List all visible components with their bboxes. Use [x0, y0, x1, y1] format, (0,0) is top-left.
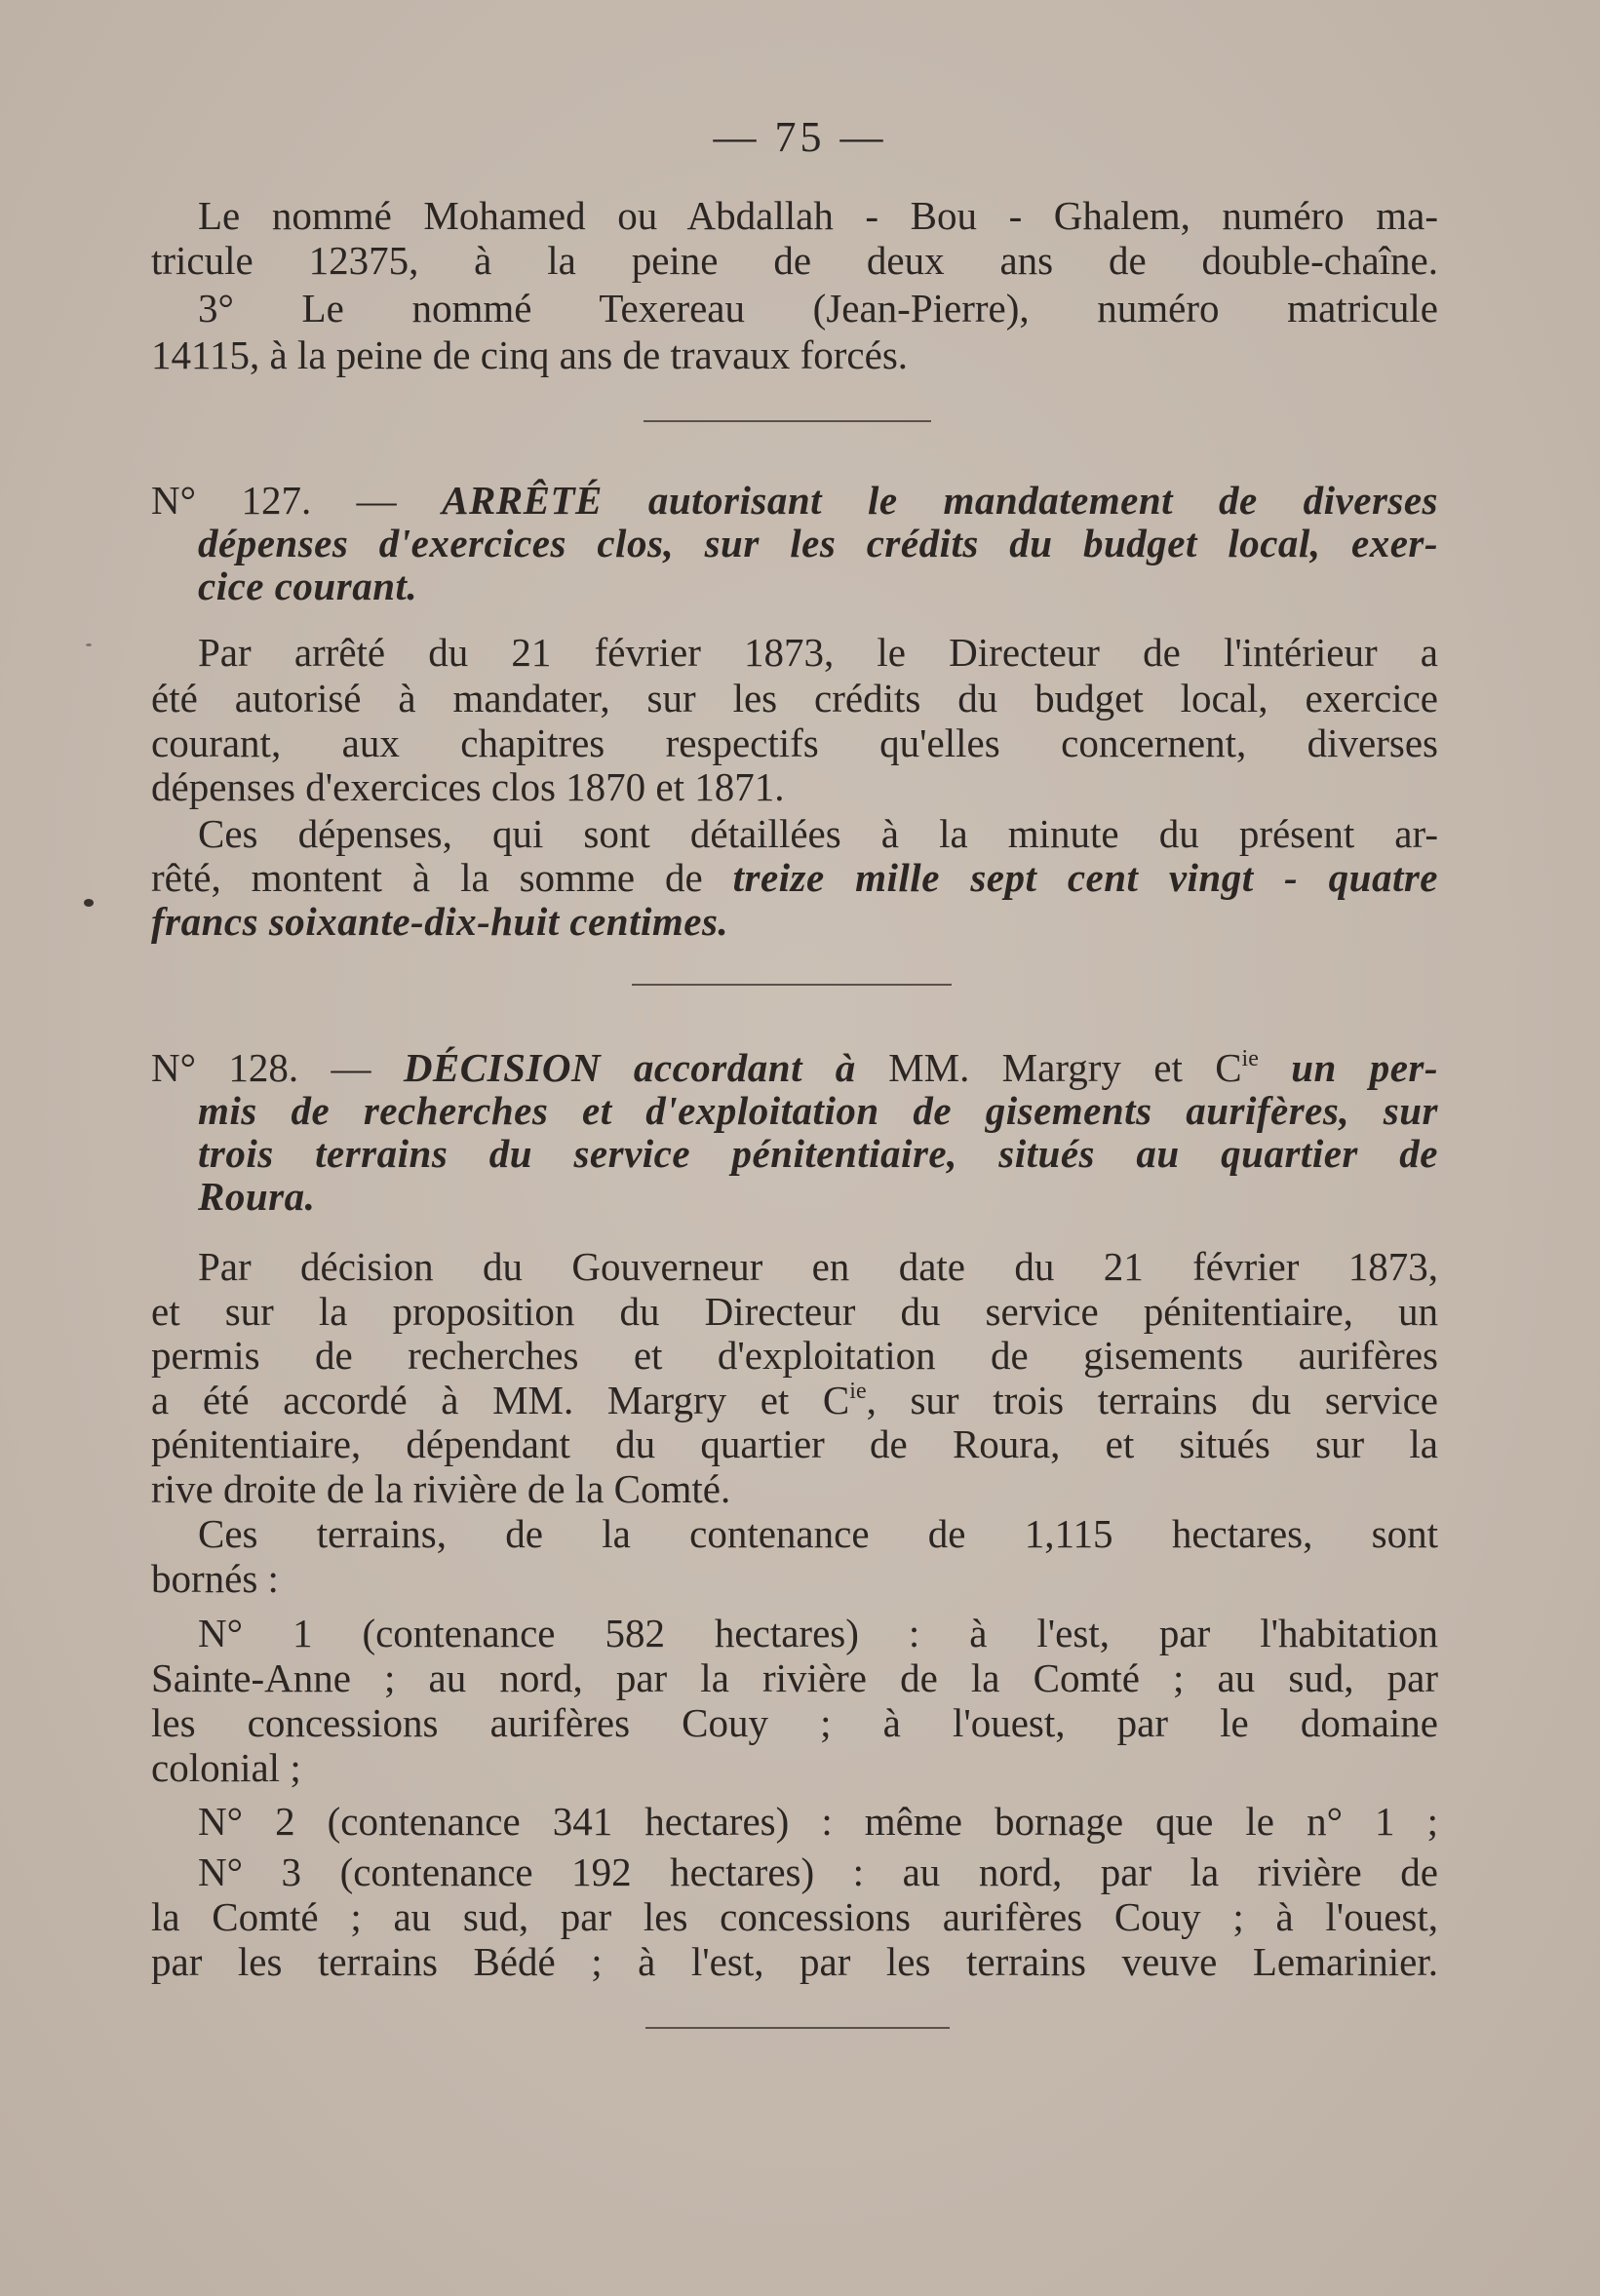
- lot-line: colonial ;: [151, 1745, 301, 1790]
- page-number: — 75 —: [713, 113, 887, 161]
- text-line: tricule 12375, à la peine de deux ans de double-chaîne.: [151, 238, 1438, 283]
- text-span: , sur trois terrains du service: [866, 1378, 1438, 1422]
- section-divider: [632, 984, 952, 986]
- lot-line: Sainte-Anne ; au nord, par la rivière de la Comté ; au sud, par: [151, 1655, 1438, 1700]
- decision-title: un per-: [1291, 1045, 1438, 1090]
- text-line: [151, 855, 1438, 900]
- text-line: Par décision du Gouverneur en date du 21 février 1873,: [198, 1244, 1438, 1289]
- section-divider: [645, 2027, 950, 2029]
- decision-title-line: mis de recherches et d'exploitation de gisements aurifères, sur: [198, 1088, 1438, 1133]
- amount-italic: treize mille sept cent vingt - quatre: [732, 855, 1438, 900]
- decree-title-line: cice courant.: [198, 564, 418, 608]
- text-line: et sur la proposition du Directeur du service pénitentiaire, un: [151, 1289, 1438, 1334]
- section-divider: [644, 420, 931, 422]
- text-line: permis de recherches et d'exploitation de gisements aurifères: [151, 1333, 1438, 1378]
- text-line: 14115, à la peine de cinq ans de travaux forcés.: [151, 332, 909, 377]
- lot-line: N° 1 (contenance 582 hectares) : à l'est, par l'habitation: [198, 1611, 1438, 1655]
- decree-title-line: dépenses d'exercices clos, sur les crédits du budget local, exer-: [198, 521, 1438, 565]
- ink-speck: [84, 899, 94, 907]
- text-span: MM. Margry et C: [888, 1045, 1242, 1090]
- lot-line: par les terrains Bédé ; à l'est, par les terrains veuve Lemarinier.: [151, 1939, 1438, 1984]
- decree-number: N° 127. —: [151, 478, 397, 523]
- text-line: [151, 1378, 1438, 1422]
- lot-line: N° 2 (contenance 341 hectares) : même bornage que le n° 1 ;: [198, 1799, 1438, 1844]
- text-span: a été accordé à MM. Margry et C: [151, 1378, 850, 1422]
- superscript: ie: [849, 1379, 867, 1404]
- amount-italic-line: francs soixante-dix-huit centimes.: [151, 899, 729, 944]
- text-line: Par arrêté du 21 février 1873, le Directeur de l'intérieur a: [198, 630, 1438, 675]
- text-line: courant, aux chapitres respectifs qu'elles concernent, diverses: [151, 720, 1438, 765]
- text-line: Le nommé Mohamed ou Abdallah - Bou - Ghalem, numéro ma-: [198, 193, 1438, 238]
- decision-title: DÉCISION accordant à: [403, 1045, 856, 1090]
- superscript: ie: [1241, 1046, 1259, 1071]
- text-line: Ces dépenses, qui sont détaillées à la minute du présent ar-: [198, 811, 1438, 856]
- decision-title-line: Roura.: [198, 1174, 316, 1219]
- text-span: rêté, montent à la somme de: [151, 855, 703, 900]
- lot-line: les concessions aurifères Couy ; à l'ouest, par le domaine: [151, 1700, 1438, 1745]
- text-line: été autorisé à mandater, sur les crédits du budget local, exercice: [151, 676, 1438, 720]
- text-line: rive droite de la rivière de la Comté.: [151, 1466, 731, 1511]
- text-line: 3° Le nommé Texereau (Jean-Pierre), numéro matricule: [198, 286, 1438, 331]
- text-line: Ces terrains, de la contenance de 1,115 hectares, sont: [198, 1511, 1438, 1556]
- decision-title-line: trois terrains du service pénitentiaire, situés au quartier de: [198, 1131, 1438, 1176]
- text-line: dépenses d'exercices clos 1870 et 1871.: [151, 764, 785, 809]
- text-line: pénitentiaire, dépendant du quartier de Roura, et situés sur la: [151, 1421, 1438, 1466]
- lot-line: N° 3 (contenance 192 hectares) : au nord, par la rivière de: [198, 1849, 1438, 1894]
- decision-title-names: [888, 1045, 1259, 1090]
- decision-title-line: [151, 1045, 1438, 1090]
- lot-line: la Comté ; au sud, par les concessions aurifères Couy ; à l'ouest,: [151, 1894, 1438, 1939]
- decree-title: ARRÊTÉ autorisant le mandatement de diverses: [442, 478, 1439, 523]
- ink-speck: [86, 643, 92, 646]
- text-line: bornés :: [151, 1556, 279, 1601]
- decree-title-line: [151, 478, 1438, 523]
- decision-number: N° 128. —: [151, 1045, 371, 1090]
